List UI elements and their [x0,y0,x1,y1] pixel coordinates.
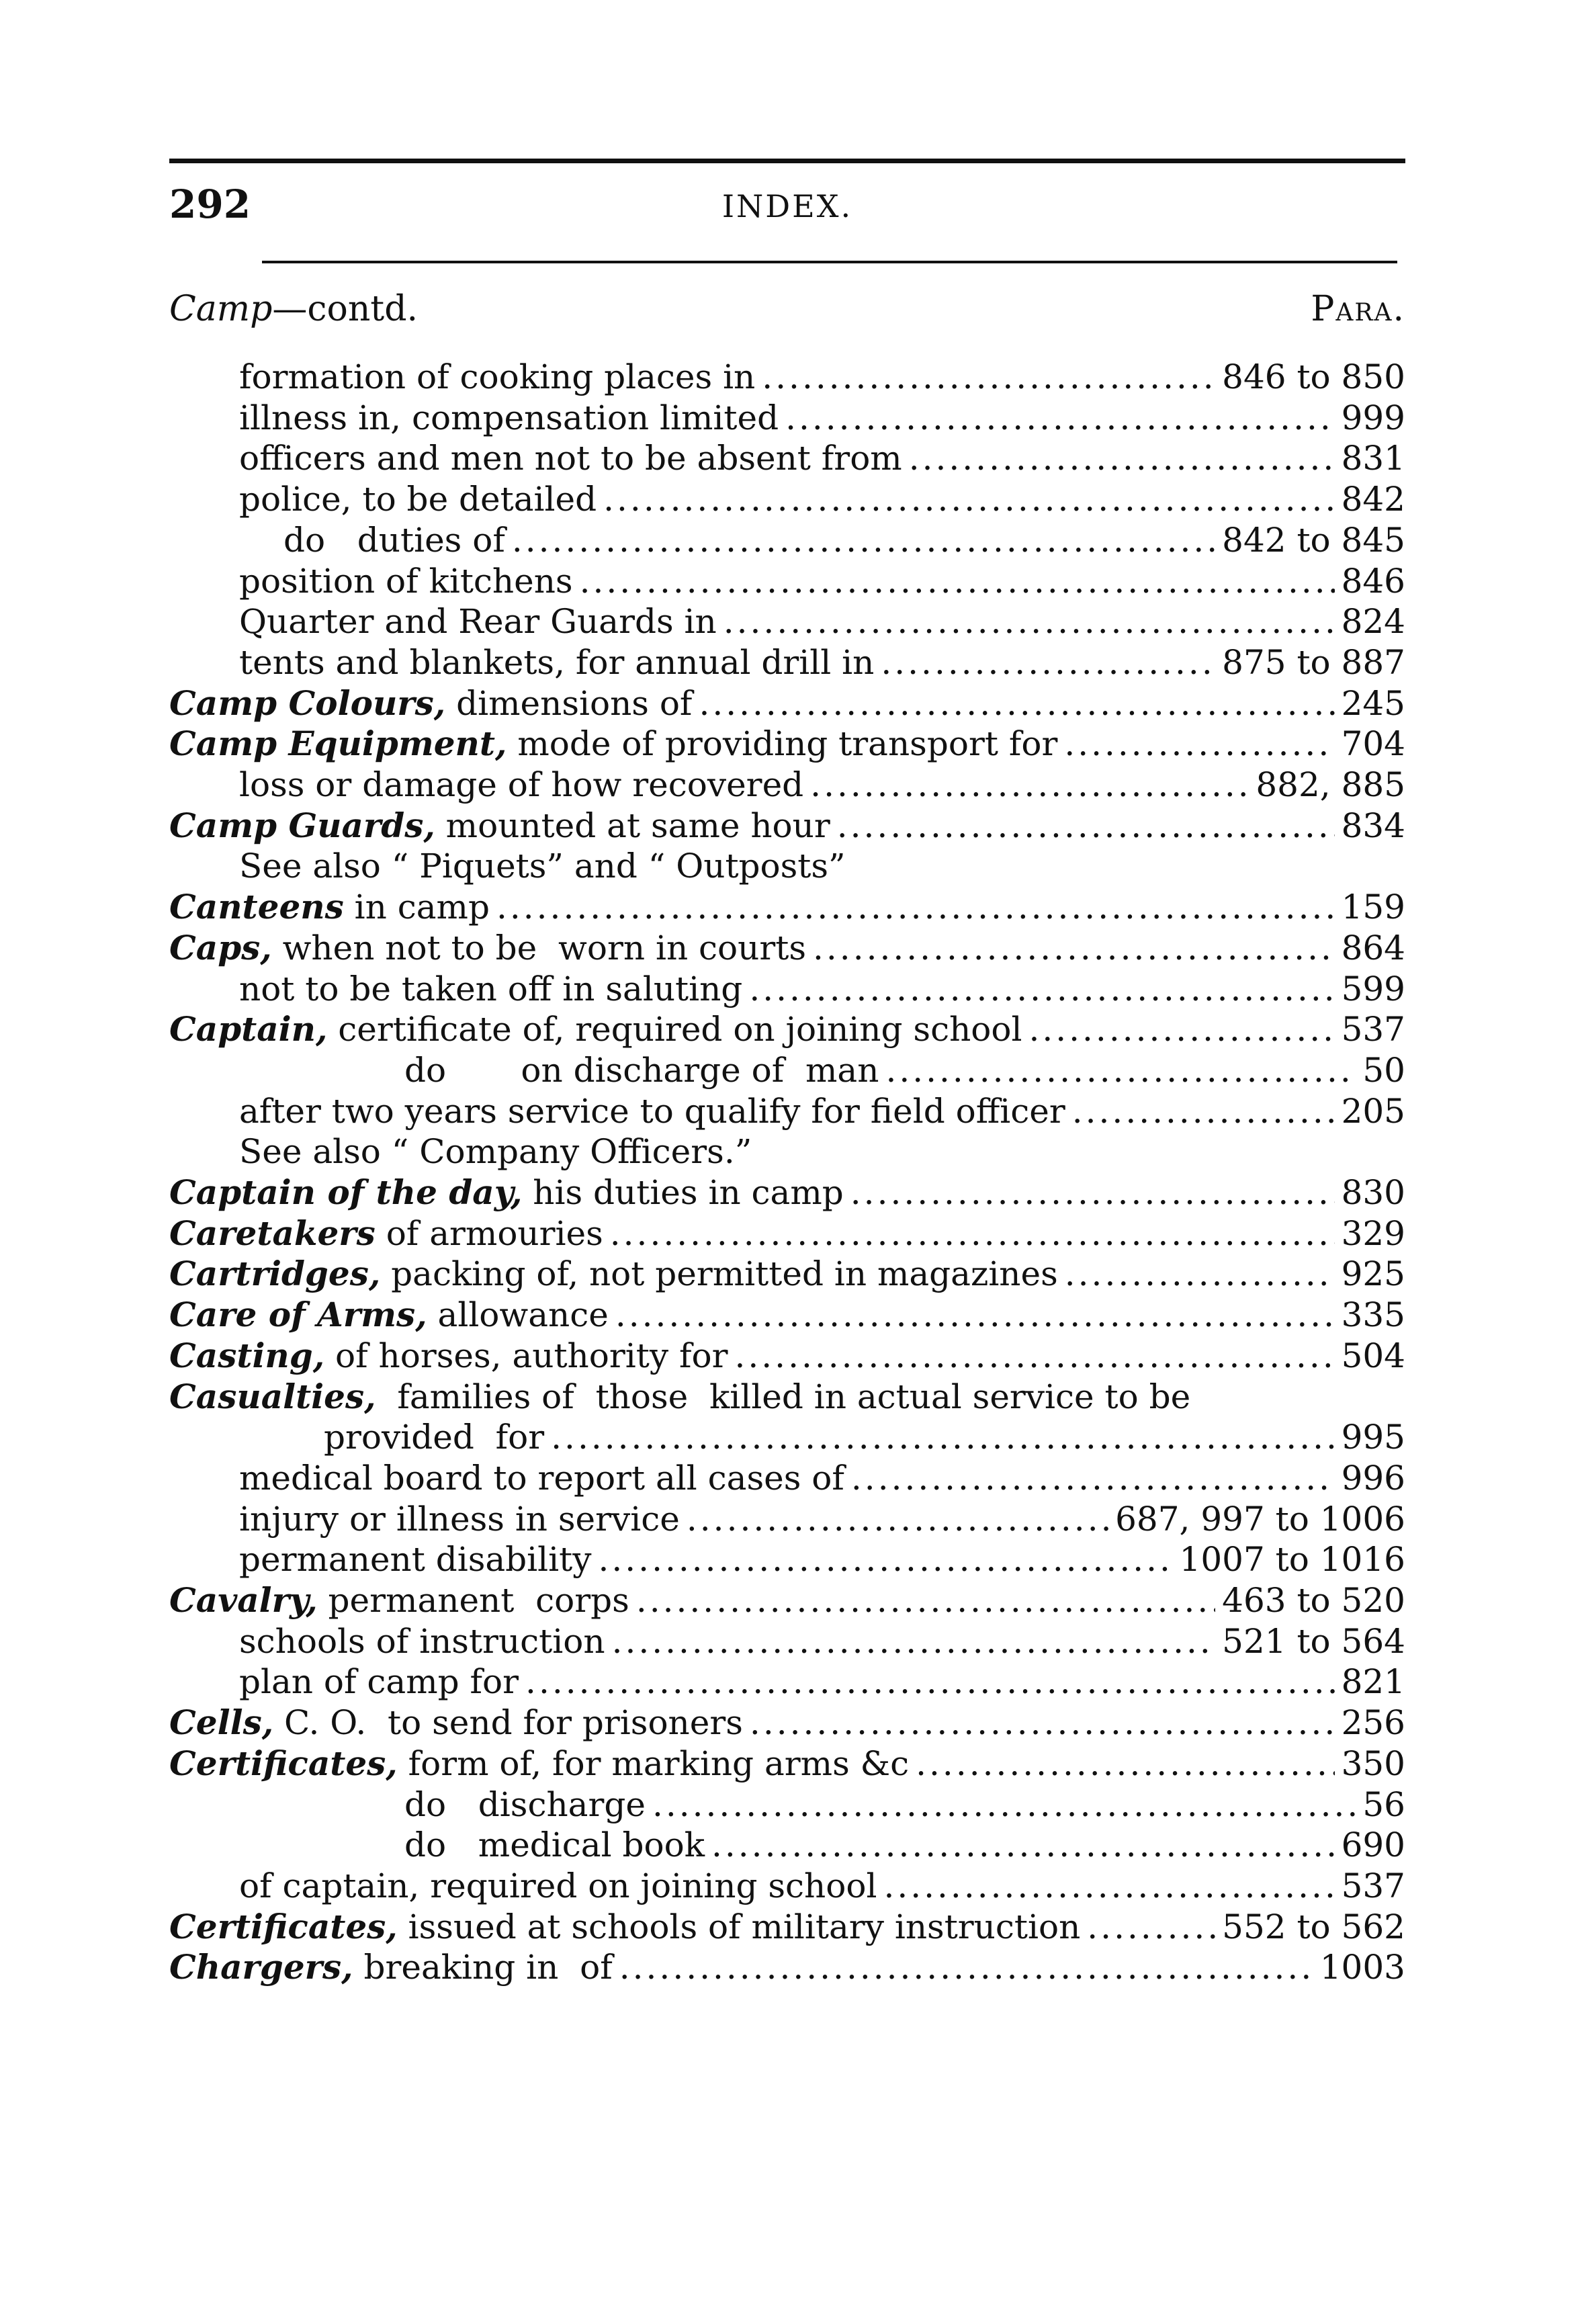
paragraph-reference: 463 to 520 [1222,1581,1405,1620]
index-entry [169,1376,1405,1418]
dot-leader [610,1213,1335,1254]
index-entry [169,886,1405,928]
dot-leader [909,437,1335,479]
index-entry [239,601,1405,642]
dot-leader [813,927,1335,969]
entry-term: Camp Colours, [169,683,446,723]
entry-term: Cavalry, [169,1580,318,1620]
entry-text [324,1416,544,1458]
entry-description: See also “ Piquets” and “ Outposts” [239,847,846,886]
entry-description: packing of, not permitted in magazines [380,1254,1058,1293]
dot-leader [687,1498,1108,1540]
entry-description: police, to be detailed [239,480,597,519]
index-entry [169,1906,1405,1948]
paragraph-reference: 1007 to 1016 [1179,1540,1405,1579]
paragraph-reference: 56 [1362,1785,1405,1824]
dot-leader [883,1865,1334,1907]
index-entry [404,1049,1405,1091]
dot-leader [1072,1090,1335,1132]
dot-leader [735,1335,1335,1377]
entry-description: Quarter and Rear Guards in [239,602,717,641]
entry-text [169,683,692,724]
paragraph-reference: 350 [1341,1744,1405,1783]
index-entry [324,1416,1405,1458]
entry-text [239,1621,605,1662]
index-entry [239,1865,1405,1907]
dot-leader [851,1457,1335,1499]
entry-description: permanent disability [239,1540,592,1579]
entry-description: in camp [343,888,490,927]
entry-description: his duties in camp [522,1173,844,1212]
entry-term: Camp Guards, [169,806,435,845]
dot-leader [837,805,1335,847]
index-entry [239,437,1405,479]
entry-description: permanent corps [317,1581,629,1620]
dot-leader [612,1621,1216,1662]
entry-description: provided for [324,1418,545,1457]
entry-text [239,397,779,439]
paragraph-reference: 995 [1341,1418,1405,1457]
entry-text [239,1539,592,1580]
entry-text [169,1946,613,1988]
entry-description: allowance [427,1295,609,1334]
entry-text [239,1457,844,1499]
entry-text [169,1702,743,1744]
index-entry [169,1580,1405,1621]
dot-leader [885,1049,1356,1091]
dot-leader [785,397,1334,439]
entry-description: injury or illness in service [239,1500,680,1539]
dot-leader [551,1416,1334,1458]
entry-text [239,1498,680,1540]
entry-description: mode of providing transport for [507,724,1058,763]
paragraph-reference: 329 [1341,1214,1405,1253]
index-entry [239,1661,1405,1703]
dot-leader [881,642,1215,683]
entry-description: illness in, compensation limited [239,398,779,437]
paragraph-reference: 1003 [1319,1948,1405,1987]
dot-leader [750,1702,1335,1744]
dot-leader [512,519,1215,561]
entry-text [169,1335,728,1377]
paragraph-reference: 999 [1341,398,1405,437]
index-entry [239,478,1405,520]
entry-description: do medical book [404,1825,705,1864]
entry-text [239,1661,519,1703]
dot-leader [1028,1008,1334,1050]
paragraph-reference: 875 to 887 [1222,643,1405,682]
page-number: 292 [169,181,251,227]
entry-description: See also “ Company Officers.” [239,1132,752,1171]
entry-text [404,1049,879,1091]
entry-text [169,1743,909,1784]
dot-leader [762,356,1215,398]
dot-leader [580,560,1335,602]
index-entry [169,1743,1405,1784]
entry-text [169,927,806,969]
entry-description: C. O. to send for prisoners [273,1703,743,1742]
index-entry [169,805,1405,847]
entry-description: of captain, required on joining school [239,1866,877,1905]
paragraph-reference: 831 [1341,439,1405,478]
entry-description: issued at schools of military instruction [397,1907,1081,1946]
paragraph-reference: 599 [1341,970,1405,1008]
entry-text [169,1172,844,1213]
entry-text [283,519,505,561]
entry-text [404,1784,646,1825]
dot-leader [1064,723,1334,765]
paragraph-reference: 882, 885 [1256,765,1405,804]
paragraph-reference: 834 [1341,806,1405,845]
dot-leader [599,1539,1173,1580]
entry-text [239,968,742,1010]
entry-text [239,845,846,887]
paragraph-reference: 846 to 850 [1222,357,1405,396]
section-heading [169,289,1405,336]
entry-term: Captain of the day, [169,1172,523,1212]
entry-term: Cells, [169,1703,274,1742]
entry-text [239,1131,752,1172]
entry-text [169,1253,1058,1295]
entry-text [239,764,803,806]
entry-description: dimensions of [445,684,693,723]
paragraph-reference: 690 [1341,1825,1405,1864]
index-entry [239,845,1405,887]
index-entry [239,642,1405,683]
entry-description: do duties of [283,521,505,560]
entry-description: families of those killed in actual service to be [376,1377,1191,1416]
paragraph-reference: 335 [1341,1295,1405,1334]
index-entry [169,1335,1405,1377]
entry-description: tents and blankets, for annual drill in [239,643,875,682]
entry-text [169,723,1057,765]
index-entry [169,1294,1405,1336]
entry-description: breaking in of [353,1948,613,1987]
entry-description: schools of instruction [239,1622,605,1661]
paragraph-reference: 830 [1341,1173,1405,1212]
entry-term: Camp Equipment, [169,724,507,763]
entry-term: Certificates, [169,1907,398,1946]
entry-text [169,805,830,847]
entry-text [239,1865,877,1907]
paragraph-reference: 824 [1341,602,1405,641]
dot-leader [636,1580,1215,1621]
dot-leader [711,1824,1335,1866]
dot-leader [525,1661,1335,1703]
entry-term: Care of Arms, [169,1295,427,1334]
entry-text [239,601,717,642]
index-entry [169,1702,1405,1744]
paragraph-reference: 521 to 564 [1222,1622,1405,1661]
header-rule [262,261,1397,263]
index-entry [169,927,1405,969]
index-entry [169,1008,1405,1050]
paragraph-reference: 256 [1341,1703,1405,1742]
index-entry [239,1539,1405,1580]
entry-term: Canteens [169,887,344,927]
paragraph-reference: 687, 997 to 1006 [1115,1500,1405,1539]
dot-leader [916,1743,1334,1784]
dot-leader [749,968,1334,1010]
entry-term: Cartridges, [169,1254,381,1293]
entry-description: not to be taken off in saluting [239,970,743,1008]
entry-text [169,1294,609,1336]
dot-leader [496,886,1335,928]
index-entry [239,560,1405,602]
entry-text [169,1906,1080,1948]
entry-text [169,886,490,928]
entry-description: mounted at same hour [435,806,830,845]
index-entry [239,1621,1405,1662]
index-entry [169,723,1405,765]
entry-description: formation of cooking places in [239,357,756,396]
index-entry [404,1824,1405,1866]
section-term: Camp [169,289,273,329]
dot-leader [1065,1253,1335,1295]
column-label: Para. [1311,289,1405,329]
section-suffix: —contd. [272,289,419,329]
paragraph-reference: 205 [1341,1092,1405,1131]
entry-description: officers and men not to be absent from [239,439,902,478]
running-title: INDEX. [721,188,853,224]
paragraph-reference: 864 [1341,929,1405,967]
dot-leader [850,1172,1335,1213]
entry-text [239,1090,1065,1132]
paragraph-reference: 552 to 562 [1222,1907,1405,1946]
index-entry [239,1457,1405,1499]
index-entry [404,1784,1405,1825]
top-rule [169,159,1405,163]
dot-leader [652,1784,1356,1825]
index-entry [283,519,1405,561]
index-entry [169,683,1405,724]
entry-description: after two years service to qualify for field officer [239,1092,1065,1131]
entry-text [169,1213,603,1254]
entry-description: of horses, authority for [324,1336,728,1375]
paragraph-reference: 846 [1341,562,1405,601]
entry-description: form of, for marking arms &c [397,1744,910,1783]
entry-description: plan of camp for [239,1662,519,1701]
entry-text [169,1580,629,1621]
dot-leader [699,683,1334,724]
index-entry [239,397,1405,439]
entry-text [239,356,755,398]
page-header [169,181,1405,235]
entry-description: loss or damage of how recovered [239,765,804,804]
paragraph-reference: 704 [1341,724,1405,763]
paragraph-reference: 842 to 845 [1222,521,1405,560]
entry-description: of armouries [375,1214,603,1253]
index-entry [239,1131,1405,1172]
dot-leader [723,601,1335,642]
dot-leader [615,1294,1335,1336]
paragraph-reference: 821 [1341,1662,1405,1701]
entry-description: certificate of, required on joining school [327,1010,1022,1049]
entry-text [239,437,902,479]
index-entry [239,1498,1405,1540]
entry-description: do discharge [404,1785,646,1824]
index-entry [239,968,1405,1010]
index-entry [239,1090,1405,1132]
paragraph-reference: 537 [1341,1866,1405,1905]
entry-description: medical board to report all cases of [239,1459,844,1498]
entry-text [169,1376,1190,1418]
dot-leader [603,478,1334,520]
paragraph-reference: 925 [1341,1254,1405,1293]
entry-text [404,1824,705,1866]
entry-text [239,478,597,520]
dot-leader [1087,1906,1215,1948]
paragraph-reference: 50 [1362,1051,1405,1090]
paragraph-reference: 996 [1341,1459,1405,1498]
paragraph-reference: 159 [1341,888,1405,927]
entry-term: Chargers, [169,1947,353,1987]
paragraph-reference: 504 [1341,1336,1405,1375]
entry-text [239,560,573,602]
entry-term: Certificates, [169,1744,398,1783]
entry-term: Caps, [169,928,272,967]
paragraph-reference: 842 [1341,480,1405,519]
index-entry [169,1253,1405,1295]
entry-text [239,642,874,683]
entry-term: Casting, [169,1336,325,1375]
entry-term: Captain, [169,1009,328,1049]
paragraph-reference: 537 [1341,1010,1405,1049]
index-entry [169,1213,1405,1254]
dot-leader [619,1946,1313,1988]
entry-term: Casualties, [169,1377,376,1416]
entry-text [169,1008,1022,1050]
entry-description: position of kitchens [239,562,573,601]
entry-description: do on discharge of man [404,1051,879,1090]
index-entry [169,1946,1405,1988]
entry-term: Caretakers [169,1213,376,1253]
index-entry [239,764,1405,806]
entry-description: when not to be worn in courts [271,929,807,967]
paragraph-reference: 245 [1341,684,1405,723]
index-entry [239,356,1405,398]
index-entry [169,1172,1405,1213]
dot-leader [810,764,1249,806]
